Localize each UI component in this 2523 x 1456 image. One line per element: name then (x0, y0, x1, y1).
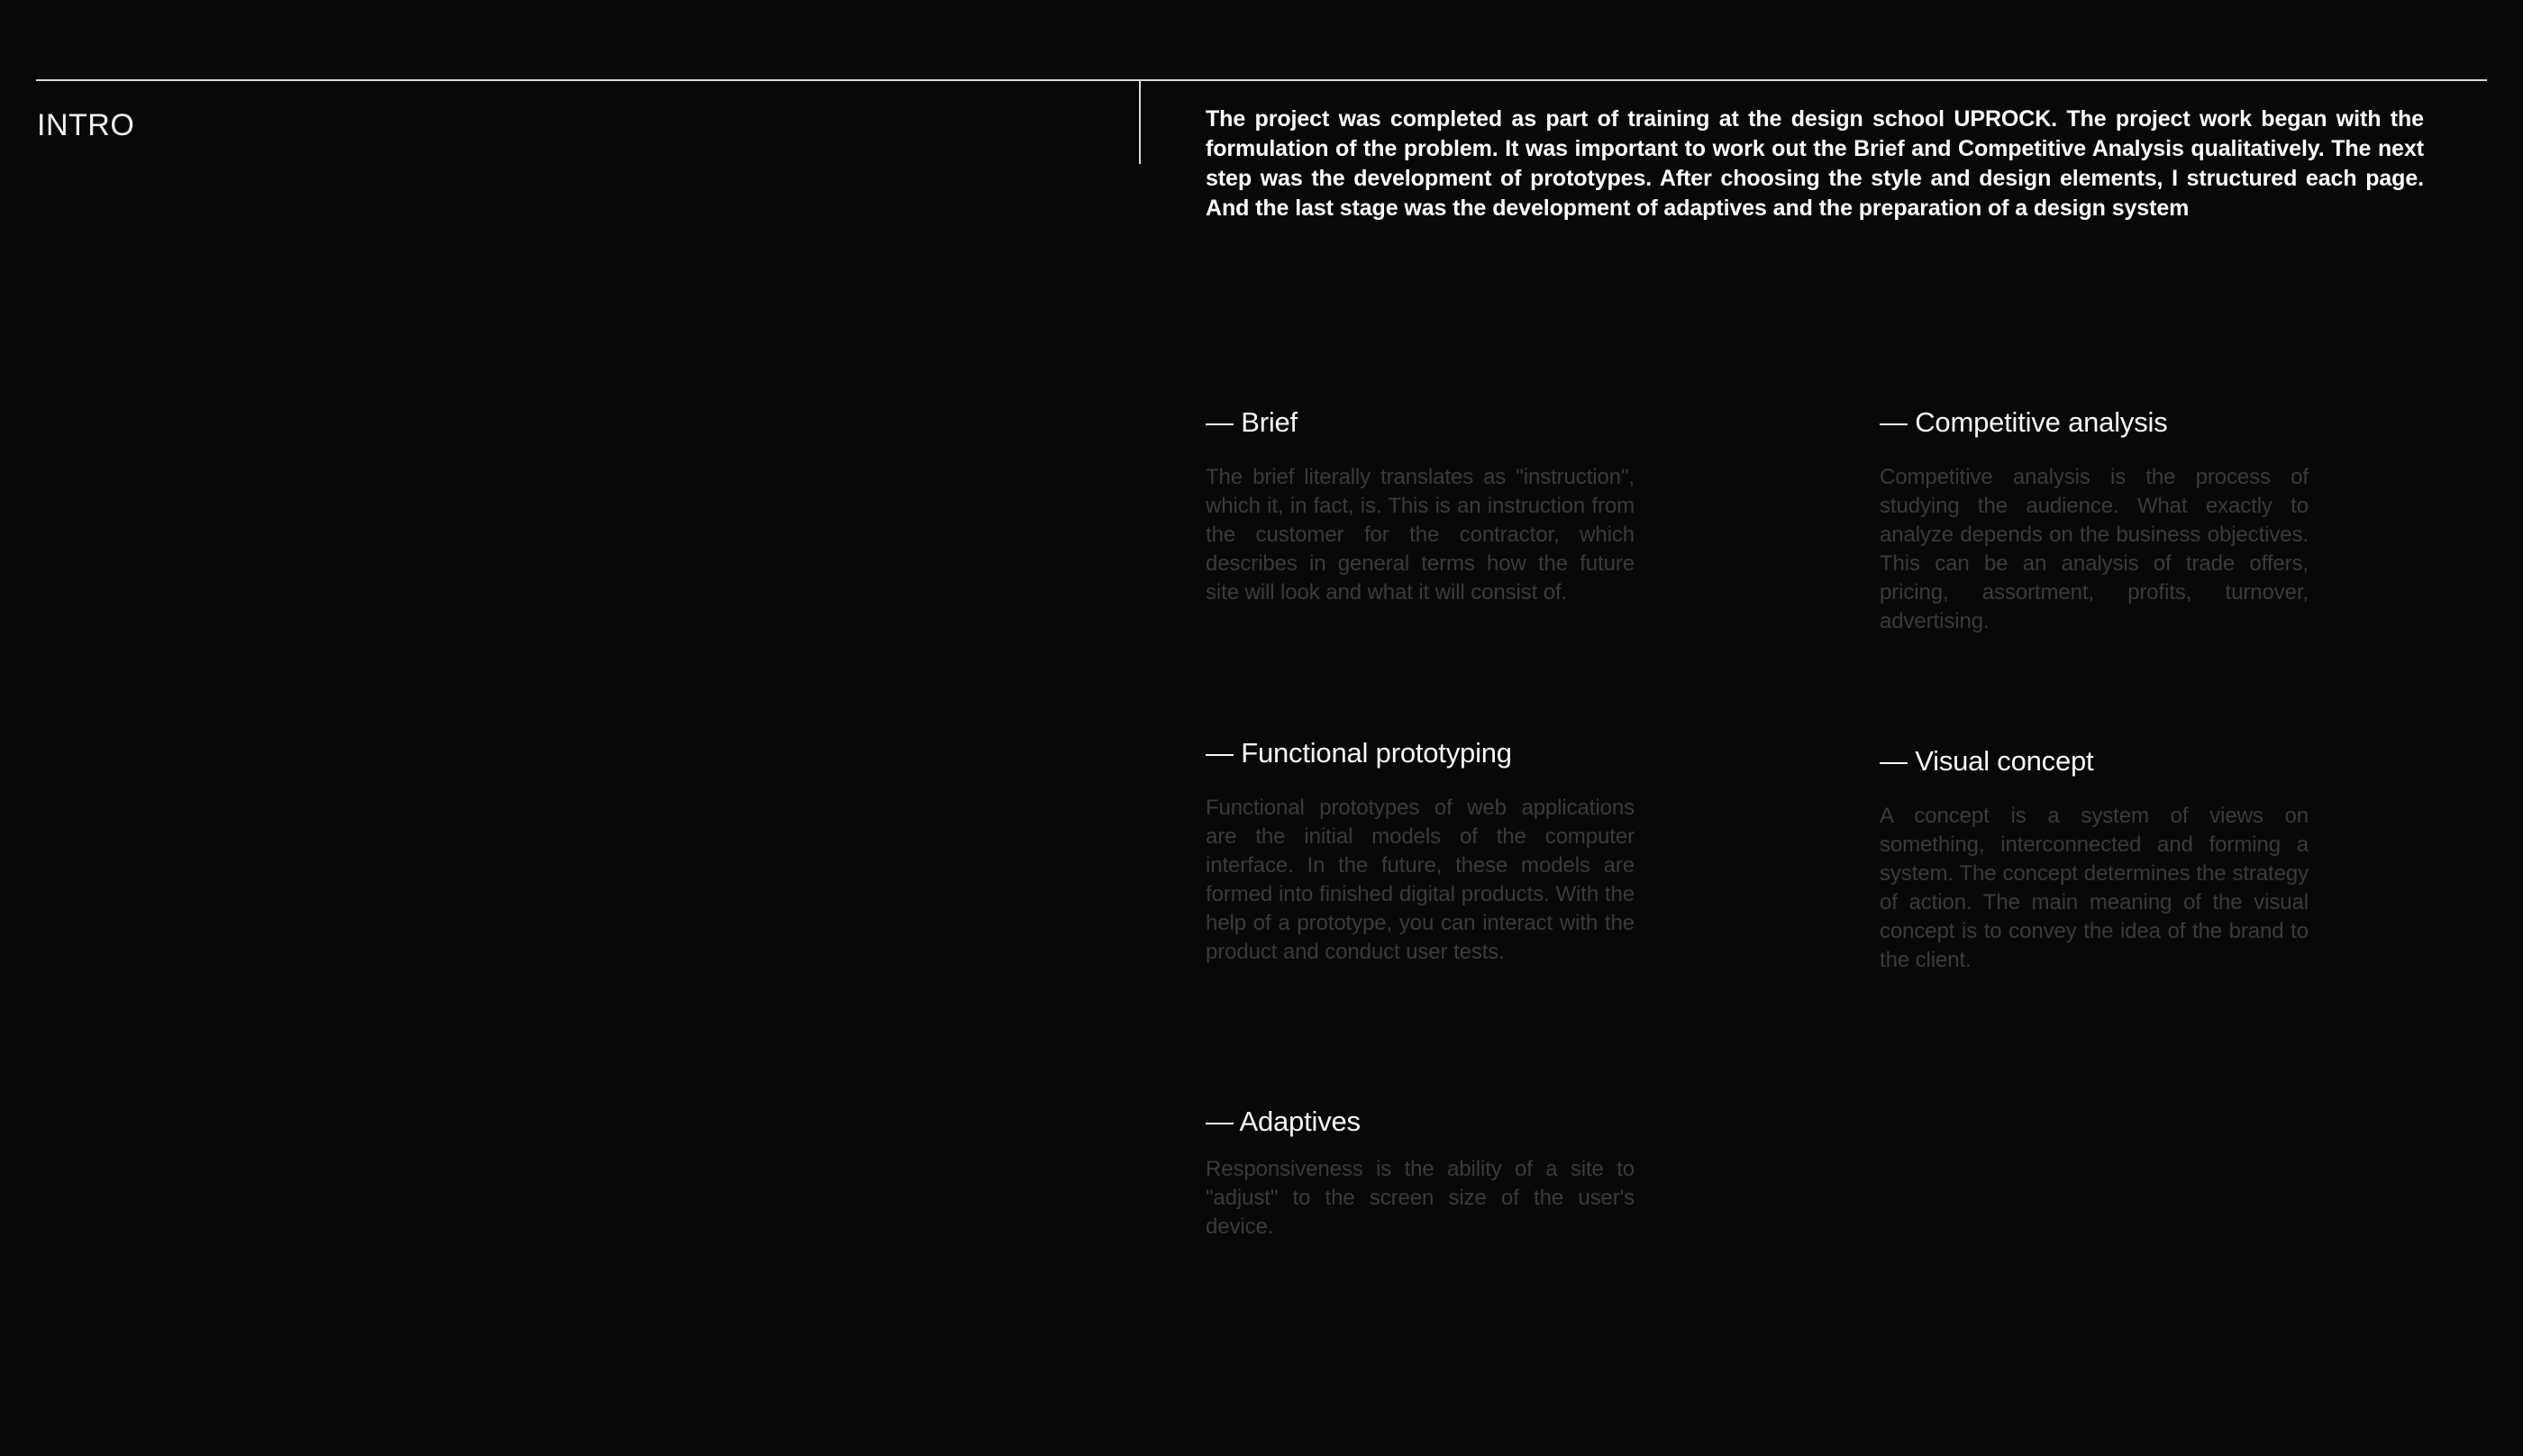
card-title: — Brief (1206, 406, 1298, 438)
concept-card-adaptives (1206, 1105, 1635, 1242)
concept-card-visual-concept (1880, 744, 2309, 975)
header-divider-rule (36, 79, 2487, 81)
card-title: — Competitive analysis (1880, 406, 2168, 438)
card-body: The brief literally translates as "instruction", which it, in fact, is. This is an instruction from the customer for the contractor, which describes in general terms how the future site will look and what it will consist of. (1206, 465, 1635, 605)
card-body: Responsiveness is the ability of a site to "adjust" to the screen size of the user's device. (1206, 1157, 1635, 1239)
card-title: — Visual concept (1880, 745, 2094, 777)
card-title: — Functional prototyping (1206, 737, 1512, 769)
concept-card-brief (1206, 405, 1635, 607)
intro-paragraph: The project was completed as part of training at the design school UPROCK. The project work began with the formulation of the problem. It was important to work out the Brief and Competitive Analysis qualitatively. The next step was the development of prototypes. After choosing the style and design elements, I structured each page. And the last stage was the development of adaptives and the preparation of a design system (1206, 106, 2424, 221)
page-title: INTRO (37, 108, 135, 142)
card-body: Competitive analysis is the process of studying the audience. What exactly to analyze depends on the business objectives. This can be an analysis of trade offers, pricing, assortment, profits, turnover, advertising. (1880, 465, 2309, 633)
card-body: A concept is a system of views on something, interconnected and forming a system. The concept determines the strategy of action. The main meaning of the visual concept is to convey the idea of the brand to the client. (1880, 804, 2309, 972)
concept-card-functional-prototyping (1206, 736, 1635, 967)
concept-card-competitive-analysis (1880, 405, 2309, 636)
card-body: Functional prototypes of web applications are the initial models of the computer interface. In the future, these models are formed into finished digital products. With the help of a prototype, you can interact with the product and conduct user tests. (1206, 796, 1635, 964)
column-divider-rule (1139, 81, 1141, 164)
card-title: — Adaptives (1206, 1106, 1361, 1137)
